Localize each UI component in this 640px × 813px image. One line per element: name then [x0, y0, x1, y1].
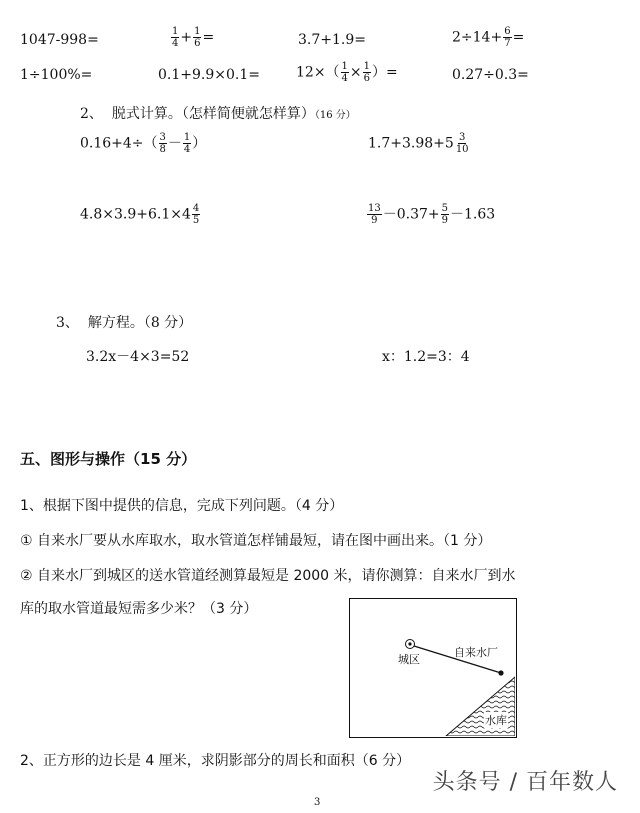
- problem-2div14: 2÷14+ $\frac{6}{7}$ =: [452, 26, 525, 49]
- fraction: $\frac{3}{8}$: [159, 132, 166, 155]
- sec5-item-2-line2: 库的取水管道最短需多少米？（3 分）: [20, 601, 258, 617]
- fraction: $\frac{1}{6}$: [363, 61, 371, 84]
- map-label-plant: 自来水厂: [454, 646, 498, 659]
- plant-marker-icon: [498, 670, 503, 675]
- fraction: $\frac{1}{4}$: [172, 26, 179, 49]
- fraction: $\frac{1}{4}$: [341, 61, 348, 84]
- map-figure: [349, 598, 517, 738]
- page-number: 3: [314, 797, 321, 808]
- equation-1: 3.2x－4×3=52: [86, 349, 190, 365]
- fraction: $\frac{6}{7}$: [504, 26, 511, 49]
- problem-3.7+1.9: 3.7+1.9=: [298, 32, 366, 48]
- fraction: $\frac{13}{9}$: [368, 203, 381, 226]
- sec5-question-2: 2、正方形的边长是 4 厘米，求阴影部分的周长和面积（6 分）: [20, 753, 411, 769]
- map-label-reservoir: 水库: [485, 714, 507, 727]
- equation-2: x：1.2=3：4: [382, 349, 470, 365]
- section-5-title: 五、图形与操作（15 分）: [20, 450, 197, 468]
- q2-problem-1: 0.16+4÷（ $\frac{3}{8}$ － $\frac{1}{4}$ ）: [80, 132, 207, 155]
- question-3-heading: 3、 解方程。（8 分）: [56, 315, 193, 331]
- problem-1div100pct: 1÷100%=: [20, 67, 93, 83]
- question-2-heading: 2、 脱式计算。（怎样简便就怎样算）（16 分）: [80, 106, 356, 122]
- city-marker-dot-icon: [408, 642, 411, 645]
- q2-problem-2: 1.7+3.98+5 $\frac{3}{10}$: [368, 132, 469, 155]
- problem-0.27div0.3: 0.27÷0.3=: [452, 67, 529, 83]
- fraction: $\frac{3}{10}$: [455, 132, 469, 155]
- problem-0.1+9.9x0.1: 0.1+9.9×0.1=: [158, 67, 260, 83]
- sec5-question-1: 1、根据下图中提供的信息，完成下列问题。（4 分）: [20, 498, 344, 514]
- problem-12x-frac: 12×（ $\frac{1}{4}$ × $\frac{1}{6}$ ）=: [296, 61, 398, 84]
- fraction: $\frac{5}{9}$: [441, 203, 449, 226]
- problem-1047-998: 1047-998=: [20, 32, 99, 48]
- fraction: $\frac{1}{6}$: [194, 26, 201, 49]
- q2-problem-3: 4.8×3.9+6.1×4 $\frac{4}{5}$: [80, 203, 200, 226]
- map-label-city: 城区: [398, 653, 420, 666]
- sec5-item-2-line1: ② 自来水厂到城区的送水管道经测算最短是 2000 米，请你测算：自来水厂到水: [20, 568, 516, 584]
- q2-problem-4: $\frac{13}{9}$ －0.37+ $\frac{5}{9}$ －1.63: [368, 203, 496, 226]
- fraction: $\frac{4}{5}$: [192, 203, 200, 226]
- sec5-item-1: ① 自来水厂要从水库取水，取水管道怎样铺最短，请在图中画出来。（1 分）: [20, 533, 492, 549]
- fraction: $\frac{1}{4}$: [183, 132, 191, 155]
- watermark-text: 头条号 / 百年数人: [432, 770, 618, 795]
- problem-frac-sum: $\frac{1}{4}$ + $\frac{1}{6}$ =: [172, 26, 215, 49]
